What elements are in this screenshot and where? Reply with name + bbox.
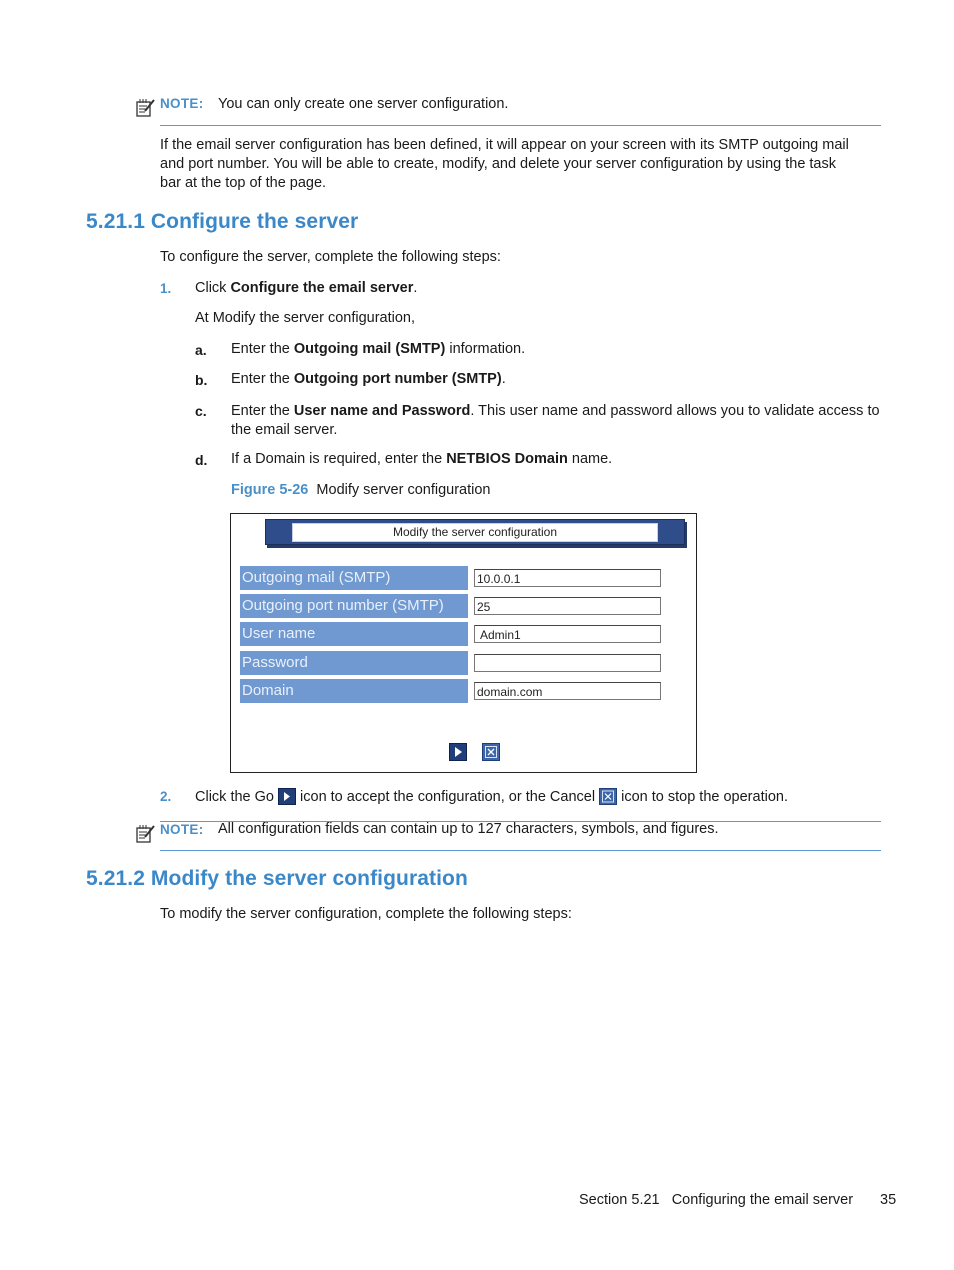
intro-line: bar at the top of the page. bbox=[160, 175, 327, 191]
note-text: All configuration fields can contain up to 127 characters, symbols, and figures. bbox=[218, 821, 719, 837]
step-text-pre: Click the Go bbox=[195, 789, 278, 805]
sub-item-post: . bbox=[501, 371, 506, 387]
sub-item-bold: Outgoing port number (SMTP) bbox=[293, 371, 502, 387]
step-text-bold: Configure the email server bbox=[230, 280, 414, 296]
figure-caption-text: Modify server configuration bbox=[316, 482, 491, 498]
section-lead: To configure the server, complete the following steps: bbox=[160, 249, 501, 265]
step-text bbox=[195, 280, 417, 296]
sub-item-letter: d. bbox=[195, 452, 208, 468]
figure-caption bbox=[231, 482, 491, 498]
note-divider bbox=[160, 850, 881, 851]
section-lead: To modify the server configuration, complete the following steps: bbox=[160, 906, 572, 922]
intro-line: and port number. You will be able to create, modify, and delete your server configuration by using the task bbox=[160, 156, 836, 172]
sub-item-text bbox=[231, 451, 612, 467]
sub-item-bold: User name and Password bbox=[293, 403, 471, 419]
go-button[interactable] bbox=[449, 743, 467, 761]
sub-item-pre: Enter the bbox=[231, 371, 294, 387]
field-label-password: Password bbox=[240, 651, 468, 675]
step-sub-intro: At Modify the server configuration, bbox=[195, 310, 416, 326]
figure-title: Modify the server configuration bbox=[292, 523, 658, 542]
sub-item-bold: NETBIOS Domain bbox=[446, 451, 568, 467]
field-label-domain: Domain bbox=[240, 679, 468, 703]
figure-title-bar bbox=[265, 519, 685, 545]
sub-item-post: . This user name and password allows you to validate access to bbox=[470, 403, 880, 419]
note-icon bbox=[136, 98, 156, 118]
sub-item-pre: If a Domain is required, enter the bbox=[231, 451, 447, 467]
field-label-outgoing-port: Outgoing port number (SMTP) bbox=[240, 594, 468, 618]
page-number: 35 bbox=[880, 1192, 897, 1208]
figure-screenshot bbox=[230, 513, 697, 773]
close-icon bbox=[483, 744, 499, 760]
go-icon bbox=[278, 788, 296, 805]
password-field[interactable] bbox=[474, 654, 661, 672]
sub-item-letter: c. bbox=[195, 403, 207, 419]
sub-item-letter: b. bbox=[195, 372, 208, 388]
user-name-field[interactable]: Admin1 bbox=[474, 625, 661, 643]
cancel-button[interactable] bbox=[482, 743, 500, 761]
sub-item-pre: Enter the bbox=[231, 403, 294, 419]
step-text-mid: icon to accept the configuration, or the Cancel bbox=[296, 789, 600, 805]
note-label: NOTE: bbox=[160, 96, 204, 111]
sub-item-line bbox=[231, 402, 880, 421]
note-label: NOTE: bbox=[160, 822, 204, 837]
sub-item-post: name. bbox=[567, 451, 613, 467]
step-number: 2. bbox=[160, 789, 172, 804]
sub-item-text bbox=[231, 371, 506, 387]
outgoing-port-field[interactable]: 25 bbox=[474, 597, 661, 615]
sub-item-pre: Enter the bbox=[231, 341, 294, 357]
sub-item-letter: a. bbox=[195, 342, 207, 358]
intro-paragraph bbox=[160, 136, 849, 193]
field-label-outgoing-mail: Outgoing mail (SMTP) bbox=[240, 566, 468, 590]
section-heading: 5.21.1 Configure the server bbox=[86, 210, 359, 233]
step-text bbox=[195, 788, 788, 805]
sub-item-post: information. bbox=[445, 341, 526, 357]
step-text-post: . bbox=[413, 280, 418, 296]
footer-section: Section 5.21 Configuring the email server bbox=[579, 1192, 854, 1208]
sub-item-bold: Outgoing mail (SMTP) bbox=[293, 341, 446, 357]
sub-item-text bbox=[231, 402, 880, 440]
play-icon bbox=[450, 744, 466, 760]
step-text-pre: Click bbox=[195, 280, 231, 296]
note-text: You can only create one server configuration. bbox=[218, 96, 509, 112]
sub-item-text bbox=[231, 341, 525, 357]
cancel-icon bbox=[599, 788, 617, 805]
outgoing-mail-field[interactable]: 10.0.0.1 bbox=[474, 569, 661, 587]
intro-line: If the email server configuration has been defined, it will appear on your screen with its SMTP outgoing mail bbox=[160, 137, 849, 153]
section-heading: 5.21.2 Modify the server configuration bbox=[86, 867, 468, 890]
domain-field[interactable]: domain.com bbox=[474, 682, 661, 700]
note-icon bbox=[136, 824, 156, 844]
field-label-user-name: User name bbox=[240, 622, 468, 646]
step-text-post: icon to stop the operation. bbox=[617, 789, 788, 805]
figure-label: Figure 5-26 bbox=[231, 482, 309, 498]
step-number: 1. bbox=[160, 281, 172, 296]
sub-item-line: the email server. bbox=[231, 422, 338, 438]
note-divider bbox=[160, 125, 881, 126]
